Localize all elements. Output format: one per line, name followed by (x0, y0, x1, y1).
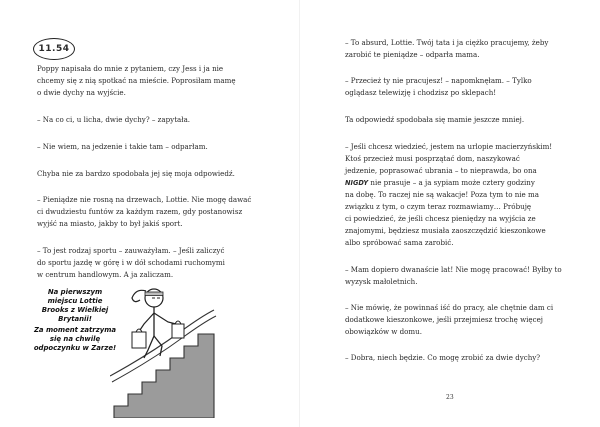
text-line: – Dobra, niech będzie. Co mogę zrobić za dwie dychy? (345, 353, 541, 362)
caption-line: Brooks z Wielkiej (41, 306, 109, 314)
text-line: – To absurd, Lottie. Twój tata i ja ciężko pracujemy, żeby (345, 38, 549, 47)
text-line: na dobę. To raczej nie są wakacje! Poza tym to nie ma (345, 190, 539, 199)
text-line: – Mam dopiero dwanaście lat! Nie mogę pracować! Byłby to (345, 265, 562, 274)
text-line: Poppy napisała do mnie z pytaniem, czy Jess i ja nie (37, 64, 224, 73)
text-line: – Przecież ty nie pracujesz! – napomknęłam. – Tylko (345, 76, 532, 85)
text-line: zarobić te pieniądze – odparła mama. (345, 50, 480, 59)
text-line: Ktoś przecież musi posprzątać dom, naszykować (345, 154, 520, 163)
text-line: oglądasz telewizję i chodzisz po sklepach! (345, 88, 497, 97)
text-line-rest: nie prasuje – a ja sypiam może cztery godziny (370, 178, 535, 187)
text-line: wyjść na miasto, jakby to był jakiś sport. (37, 219, 183, 228)
headband (145, 292, 163, 296)
text-line: obowiązków w domu. (345, 327, 422, 336)
time-badge: 11.54 (33, 38, 75, 60)
text-line: znajomymi, będziesz musiała zaoszczędzić kieszonkowe (345, 226, 546, 235)
text-line: o dwie dychy na wyjście. (37, 88, 126, 97)
text-line: – Jeśli chcesz wiedzieć, jestem na urlopie macierzyńskim! (345, 142, 553, 151)
text-line: – Nie wiem, na jedzenie i takie tam – odparłam. (37, 142, 208, 151)
text-line: Ta odpowiedź spodobała się mamie jeszcze mniej. (345, 115, 525, 124)
text-line: dodatkowe kieszonkowe, jeśli przejmiesz trochę więcej (345, 315, 543, 324)
caption-line: Brytanii! (58, 315, 92, 323)
girl-arm-right (154, 313, 176, 324)
shopping-bag (172, 324, 184, 338)
text-line: Chyba nie za bardzo spodobała jej się moja odpowiedź. (37, 169, 235, 178)
girl-on-escalator-illustration (110, 258, 235, 418)
text-line: – Pieniądze nie rosną na drzewach, Lottie. Nie mogę dawać (37, 195, 252, 204)
caption-line: się na chwilę (49, 335, 101, 343)
text-line: wyzysk małoletnich. (345, 277, 418, 286)
caption-line: miejscu Lottie (47, 297, 103, 305)
text-line: jedzenie, poprasować ubrania – to nieprawda, bo ona (345, 166, 537, 175)
caption-line: Za moment zatrzyma (33, 326, 117, 334)
emphasis-word: NIGDY (345, 179, 369, 187)
caption-line: odpoczynku w Zarze! (33, 344, 117, 352)
text-line (345, 178, 535, 188)
escalator-steps (114, 334, 214, 418)
text-line: chcemy się z nią spotkać na mieście. Poprosiłam mamę (37, 76, 236, 85)
text-line: – Na co ci, u licha, dwie dychy? – zapytała. (37, 115, 191, 124)
shopping-bag (132, 332, 146, 348)
text-line: ci dwudziestu funtów za każdym razem, gdy postanowisz (37, 207, 243, 216)
caption-line: Na pierwszym (47, 288, 103, 296)
text-line: – Nie mówię, że powinnaś iść do pracy, ale chętnie dam ci (345, 303, 554, 312)
text-line: ci powiedzieć, że jeśli chcesz pieniędzy na wyjścia ze (345, 214, 536, 223)
text-line: związku z tym, o czym teraz rozmawiamy… Próbuję (345, 202, 532, 211)
text-line: do sportu jazdę w górę i w dół schodami ruchomymi (37, 258, 225, 267)
right-page (300, 0, 600, 427)
girl-arm-left (140, 313, 154, 330)
ponytail (132, 290, 146, 301)
text-line: albo spróbować sama zarobić. (345, 238, 454, 247)
page-number: 23 (446, 394, 454, 401)
text-line: w centrum handlowym. A ja zaliczam. (37, 270, 174, 279)
text-line: – To jest rodzaj sportu – zauważyłam. – Jeśli zaliczyć (37, 246, 225, 255)
